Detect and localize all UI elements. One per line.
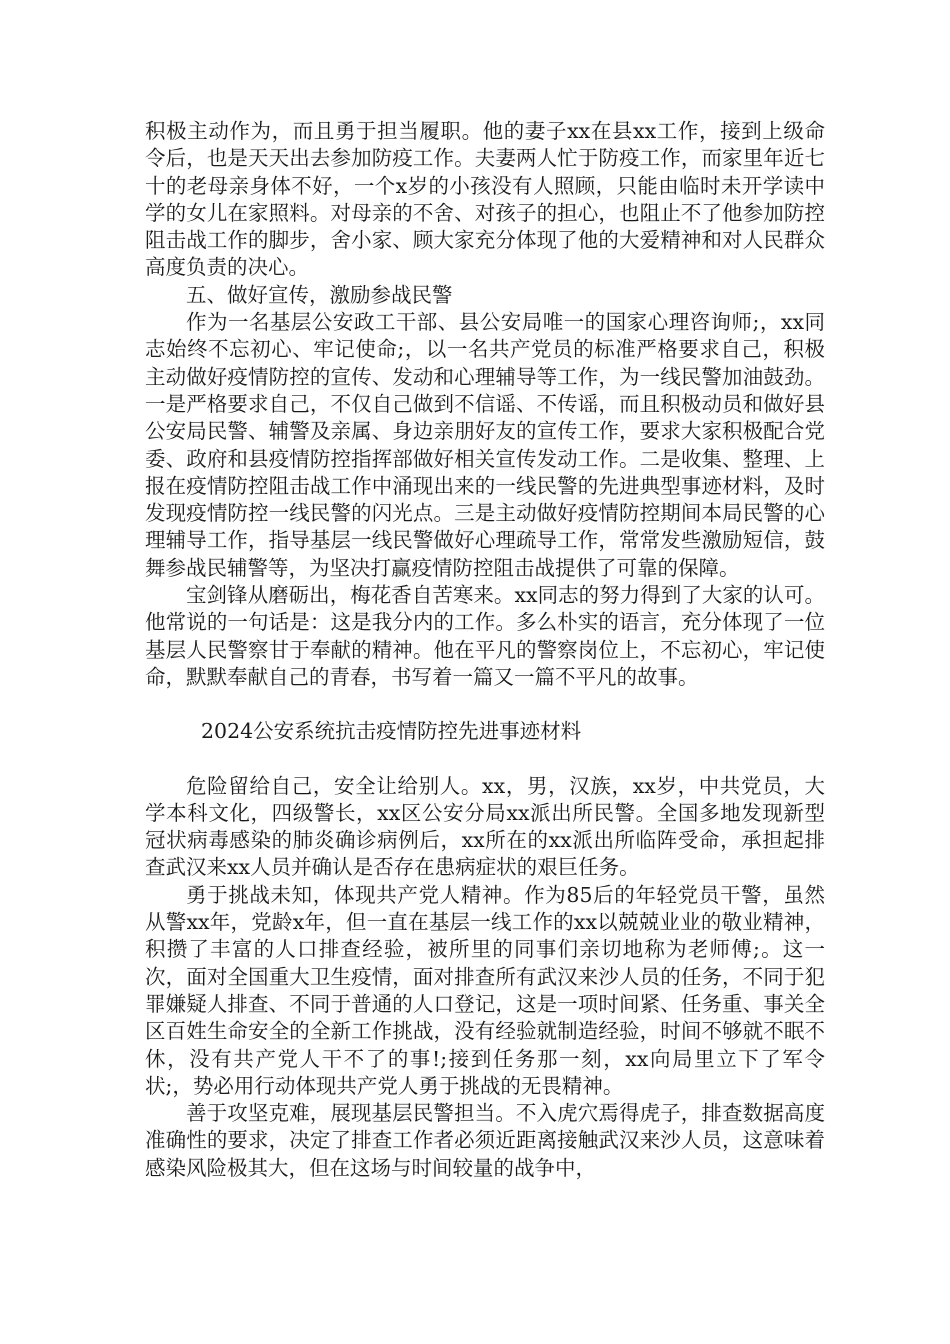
paragraph-6: 善于攻坚克难，展现基层民警担当。不入虎穴焉得虎子，排查数据高度准确性的要求，决定了排查工作者必须近距离接触武汉来沙人员，这意味着感染风险极其大，但在这场与时间较量的战争中， bbox=[145, 1101, 825, 1180]
paragraph-5: 勇于挑战未知，体现共产党人精神。作为85后的年轻党员干警，虽然从警xx年，党龄x年，但一直在基层一线工作的xx以兢兢业业的敬业精神，积攒了丰富的人口排查经验，被所里的同事们亲切地称为老师傅;。这一次，面对全国重大卫生疫情，面对排查所有武汉来沙人员的任务，不同于犯罪嫌疑人排查、不同于普通的人口登记，这是一项时间紧、任务重、事关全区百姓生命安全的全新工作挑战，没有经验就制造经验，时间不够就不眠不休，没有共产党人干不了的事!;接到任务那一刻，xx向局里立下了军令状;，势必用行动体现共产党人勇于挑战的无畏精神。 bbox=[145, 882, 825, 1098]
section-heading-5: 五、做好宣传，激励参战民警 bbox=[186, 282, 453, 307]
paragraph-4: 危险留给自己，安全让给别人。xx，男，汉族，xx岁，中共党员，大学本科文化，四级警长，xx区公安分局xx派出所民警。全国多地发现新型冠状病毒感染的肺炎确诊病例后，xx所在的xx派出所临阵受命，承担起排查武汉来xx人员并确认是否存在患病症状的艰巨任务。 bbox=[145, 773, 825, 880]
paragraph-2: 作为一名基层公安政工干部、县公安局唯一的国家心理咨询师;，xx同志始终不忘初心、牢记使命;，以一名共产党员的标准严格要求自己，积极主动做好疫情防控的宣传、发动和心理辅导等工作，为一线民警加油鼓劲。一是严格要求自己，不仅自己做到不信谣、不传谣，而且积极动员和做好县公安局民警、辅警及亲属、身边亲朋好友的宣传工作，要求大家积极配合党委、政府和县疫情防控指挥部做好相关宣传发动工作。二是收集、整理、上报在疫情防控阻击战工作中涌现出来的一线民警的先进典型事迹材料，及时发现疫情防控一线民警的闪光点。三是主动做好疫情防控期间本局民警的心理辅导工作，指导基层一线民警做好心理疏导工作，常常发些激励短信，鼓舞参战民辅警等，为坚决打赢疫情防控阻击战提供了可靠的保障。 bbox=[145, 310, 825, 580]
section-title: 2024公安系统抗击疫情防控先进事迹材料 bbox=[201, 719, 582, 744]
paragraph-3: 宝剑锋从磨砺出，梅花香自苦寒来。xx同志的努力得到了大家的认可。他常说的一句话是：这是我分内的工作。多么朴实的语言，充分体现了一位基层人民警察甘于奉献的精神。他在平凡的警察岗位上，不忘初心，牢记使命，默默奉献自己的青春，书写着一篇又一篇不平凡的故事。 bbox=[145, 583, 825, 689]
document-page bbox=[145, 118, 825, 1182]
spacer bbox=[145, 691, 825, 718]
spacer bbox=[145, 746, 825, 773]
paragraph-1: 积极主动作为，而且勇于担当履职。他的妻子xx在县xx工作，接到上级命令后，也是天天出去参加防疫工作。夫妻两人忙于防疫工作，而家里年近七十的老母亲身体不好，一个x岁的小孩没有人照顾，只能由临时未开学读中学的女儿在家照料。对母亲的不舍、对孩子的担心，也阻止不了他参加防控阻击战工作的脚步，舍小家、顾大家充分体现了他的大爱精神和对人民群众高度负责的决心。 bbox=[145, 119, 825, 280]
